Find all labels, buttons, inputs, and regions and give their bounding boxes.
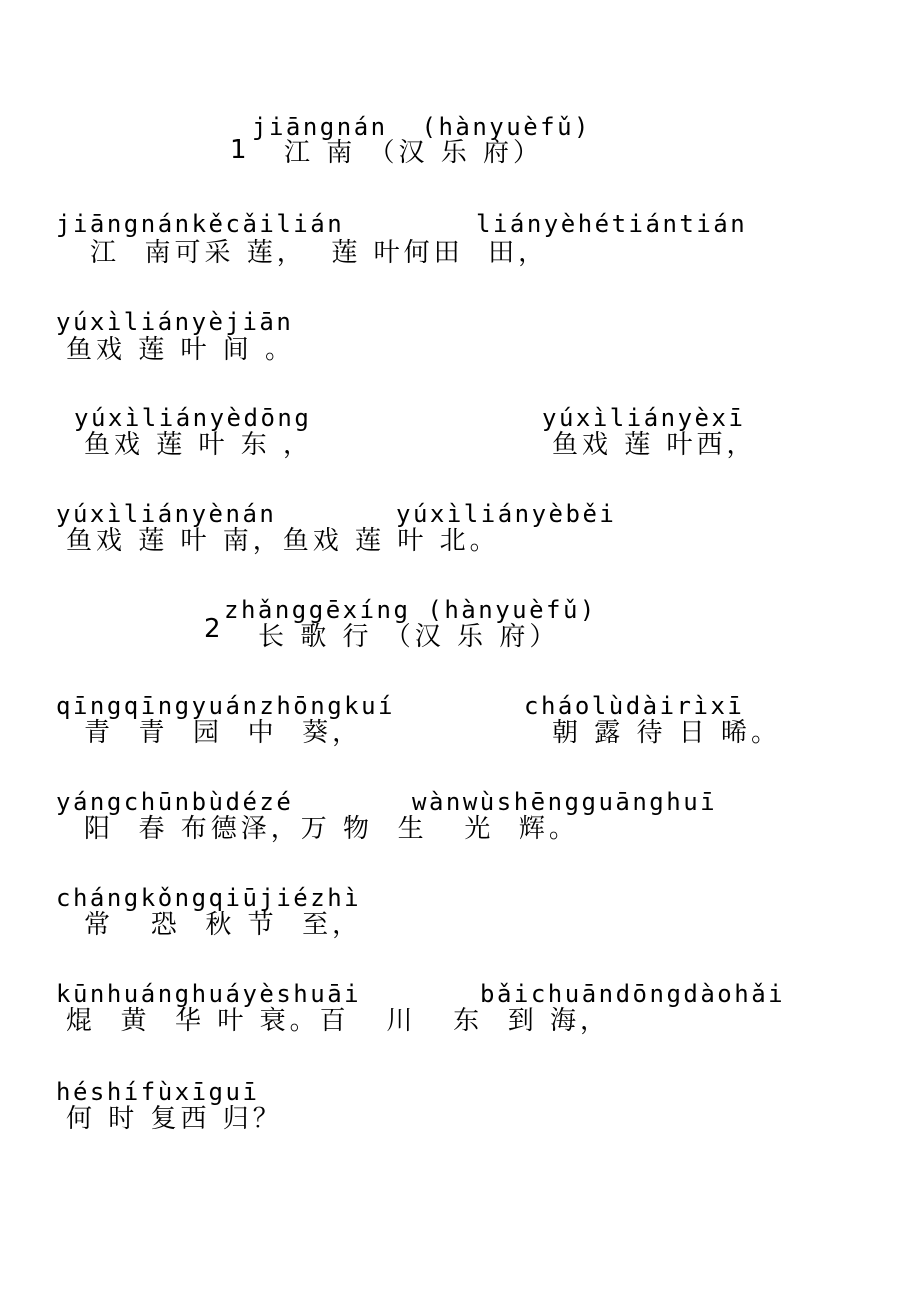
- line-chars: 鱼戏 莲 叶 东 ，: [84, 430, 314, 460]
- line-pinyin: wànwùshēngguānghuī: [412, 788, 718, 816]
- line-chars: 常 恐 秋 节 至，: [84, 910, 363, 940]
- line-chars: 江 南可采 莲， 莲 叶何田 田，: [90, 238, 549, 268]
- line-pinyin: jiāngnánkěcǎilián: [56, 210, 345, 238]
- poem1-number: 1: [230, 135, 247, 165]
- line-chars: 青 青 园 中 葵，: [84, 718, 363, 748]
- line-pinyin: kūnhuánghuáyèshuāi: [56, 980, 362, 1008]
- line-chars: 阳 春 布德泽，万 物 生 光 辉。: [84, 814, 579, 844]
- line-pinyin: yúxìliányèjiān: [56, 308, 294, 336]
- poem2-number: 2: [204, 614, 221, 644]
- line-pinyin: héshífùxīguī: [56, 1078, 260, 1106]
- line-pinyin: chángkǒngqiūjiézhì: [56, 884, 362, 912]
- line-pinyin: qīngqīngyuánzhōngkuí: [56, 692, 395, 720]
- line-chars: 焜 黄 华 叶 衰。百 川 东 到 海，: [66, 1006, 610, 1036]
- line-chars: 鱼戏 莲 叶西，: [552, 430, 757, 460]
- poem1-title-pinyin: jiāngnán (hànyuèfǔ): [252, 113, 591, 141]
- line-pinyin: yúxìliányèběi: [396, 500, 617, 528]
- line-pinyin: liányèhétiántián: [476, 210, 748, 238]
- line-pinyin: cháolùdàirìxī: [524, 692, 745, 720]
- line-pinyin: yúxìliányèdōng: [74, 404, 312, 432]
- line-pinyin: bǎichuāndōngdàohǎi: [480, 980, 786, 1008]
- line-chars: 鱼戏 莲 叶 间 。: [66, 335, 296, 365]
- poem2-title-pinyin: zhǎnggēxíng (hànyuèfǔ): [224, 596, 597, 624]
- line-chars: 何 时 复西 归？: [66, 1104, 283, 1134]
- line-pinyin: yúxìliányèxī: [542, 404, 746, 432]
- line-chars: 鱼戏 莲 叶 南，鱼戏 莲 叶 北。: [66, 526, 500, 556]
- poem1-title-chars: 江 南 （汉 乐 府）: [284, 138, 544, 168]
- poem2-title-chars: 长 歌 行 （汉 乐 府）: [258, 622, 560, 652]
- line-pinyin: yúxìliányènán: [56, 500, 277, 528]
- line-pinyin: yángchūnbùdézé: [56, 788, 294, 816]
- line-chars: 朝 露 待 日 晞。: [552, 718, 782, 748]
